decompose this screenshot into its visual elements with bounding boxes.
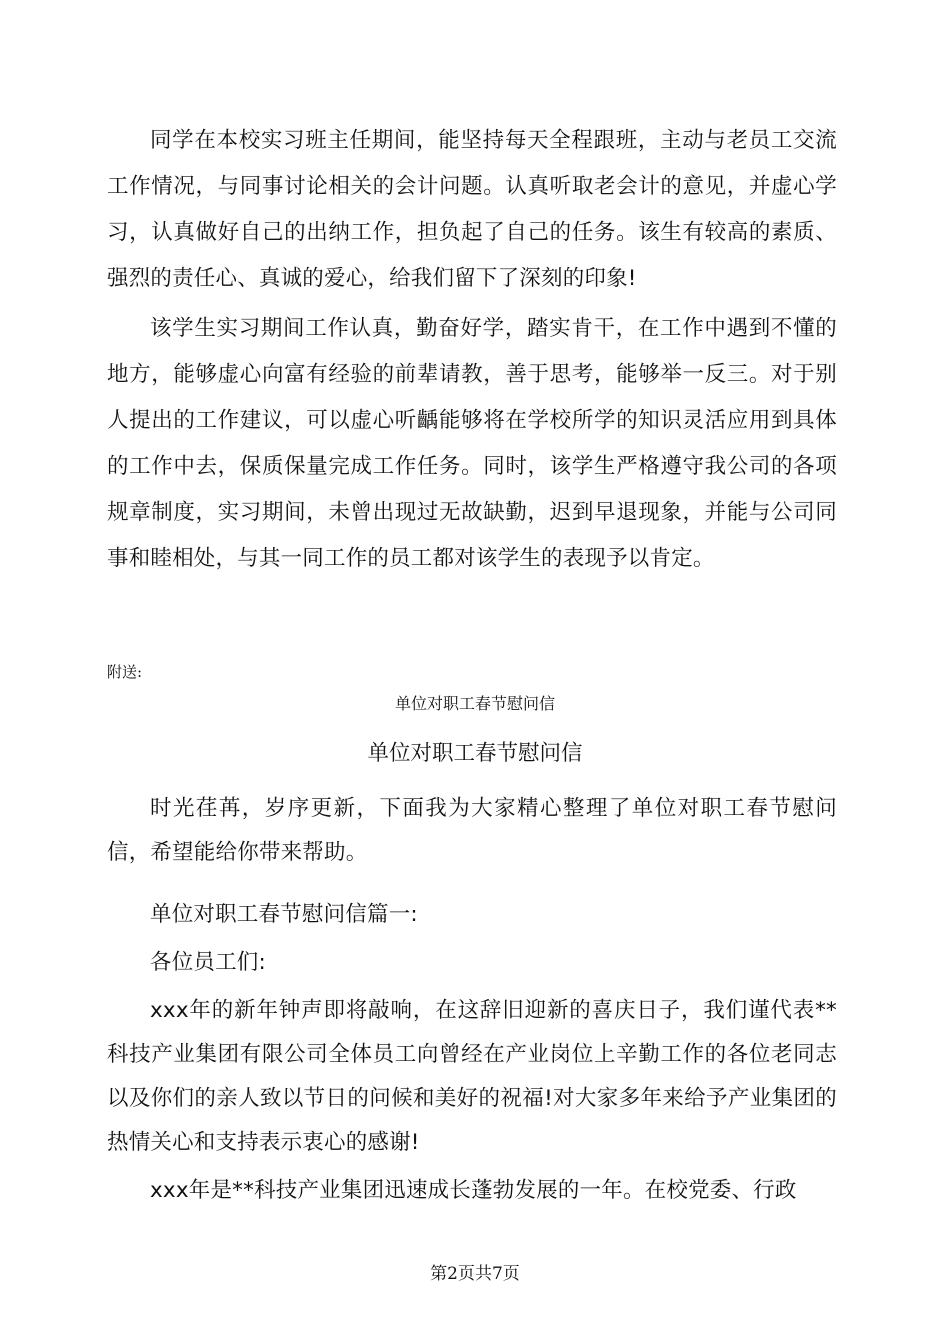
letter-section <box>107 787 837 1213</box>
body-paragraph-1: 同学在本校实习班主任期间，能坚持每天全程跟班，主动与老员工交流工作情况，与同事讨论相关的会计问题。认真听取老会计的意见，并虚心学习，认真做好自己的出纳工作，担负起了自己的任务。该生有较高的素质、强烈的责任心、真诚的爱心，给我们留下了深刻的印象! <box>107 128 837 291</box>
letter-paragraph-2: xxx年是**科技产业集团迅速成长蓬勃发展的一年。在校党委、行政 <box>150 1178 797 1203</box>
page-number-footer: 第2页共7页 <box>430 1264 520 1284</box>
letter-intro: 时光荏苒，岁序更新，下面我为大家精心整理了单位对职工春节慰问信，希望能给你带来帮助。 <box>107 796 837 865</box>
letter-title: 单位对职工春节慰问信 <box>367 741 583 766</box>
letter-salutation: 各位员工们: <box>150 950 266 975</box>
appendix-label: 附送: <box>107 663 143 681</box>
letter-paragraph-1: xxx年的新年钟声即将敲响，在这辞旧迎新的喜庆日子，我们谨代表**科技产业集团有限公司全体员工向曾经在产业岗位上辛勤工作的各位老同志以及你们的亲人致以节日的问候和美好的祝福!对大家多年来给予产业集团的热情关心和支持表示衷心的感谢! <box>107 998 837 1155</box>
spacer <box>107 875 837 893</box>
letter-section-heading: 单位对职工春节慰问信篇一: <box>150 902 418 927</box>
appendix-small-title: 单位对职工春节慰问信 <box>394 694 555 713</box>
main-text-section <box>107 118 837 582</box>
body-paragraph-2: 该学生实习期间工作认真，勤奋好学，踏实肯干，在工作中遇到不懂的地方，能够虚心向富有经验的前辈请教，善于思考，能够举一反三。对于别人提出的工作建议，可以虚心听齲能够将在学校所学的知识灵活应用到具体的工作中去，保质保量完成工作任务。同时，该学生严格遵守我公司的各项规章制度，实习期间，未曾出现过无故缺勤，迟到早退现象，并能与公司同事和睦相处，与其一同工作的员工都对该学生的表现予以肯定。 <box>107 316 837 571</box>
